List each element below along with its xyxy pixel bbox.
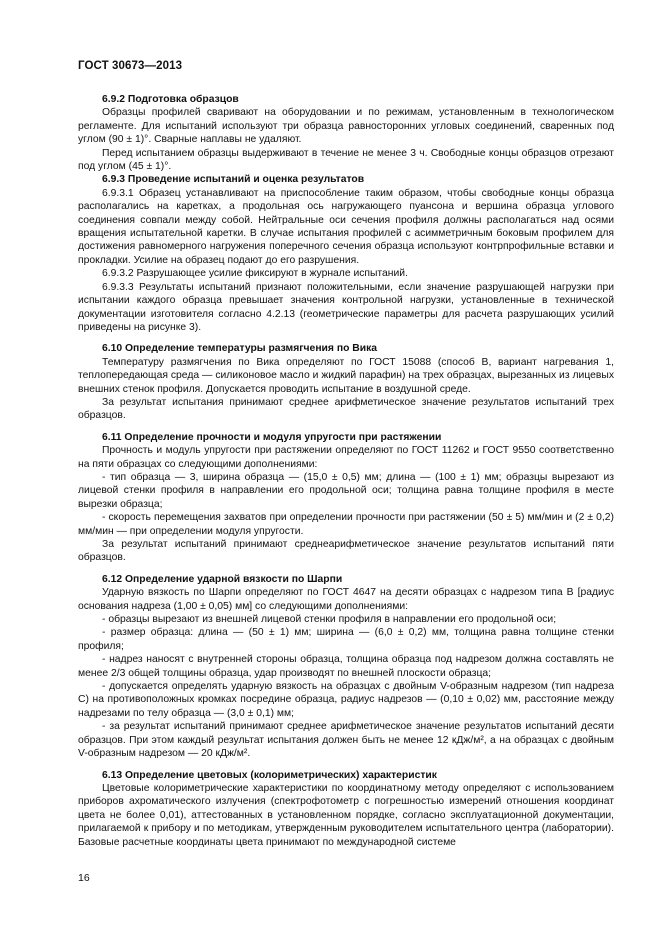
paragraph: - скорость перемещения захватов при определении прочности при растяжении (50 ± 5) мм/мин и (2 ± 0,2) мм/мин — при определении модуля упругости.: [78, 512, 614, 537]
paragraph: Перед испытанием образцы выдерживают в течение не менее 3 ч. Свободные концы образцов отрезают под углом (45 ± 1)°.: [78, 147, 614, 173]
paragraph: 6.9.3.1 Образец устанавливают на приспособление таким образом, чтобы свободные концы образца располагались на каретках, а продольная ось нагружающего пуансона и вершина образца углового соединения совпали между собой. Нейтральные оси сечения профиля должны располагаться над осями вращения испытательной каретки. В случае испытания профилей с асимметричным боковым профилем для достижения равномерного нагружения поперечного сечения образца используют контрпрофильные вставки и прокладки. Усилие на образец подают до его разрушения.: [78, 187, 614, 266]
paragraph: - за результат испытаний принимают среднее арифметическое значение результатов испытаний десяти образцов. При этом каждый результат испытания должен быть не менее 12 кДж/м², а на образцах с двойным V-образным надрезом — 20 кДж/м².: [78, 721, 614, 760]
section-heading: 6.9.3 Проведение испытаний и оценка результатов: [102, 174, 365, 186]
section-heading: 6.13 Определение цветовых (колориметрических) характеристик: [102, 769, 437, 781]
paragraph: Температуру размягчения по Вика определяют по ГОСТ 15088 (способ В, вариант нагревания 1, теплопередающая среда — силиконовое масло и жидкий парафин) на трех образцах, вырезанных из лицевых внешних стенок профиля. Допускается проводить испытание в воздушной среде.: [78, 356, 614, 395]
section-heading: 6.10 Определение температуры размягчения по Вика: [102, 343, 378, 355]
paragraph: За результат испытаний принимают среднеарифметическое значение результатов испытаний пяти образцов.: [78, 539, 614, 564]
document-body: [78, 93, 614, 849]
section-heading: 6.11 Определение прочности и модуля упругости при растяжении: [102, 431, 442, 443]
paragraph: За результат испытания принимают среднее арифметическое значение результатов испытаний трех образцов.: [78, 396, 614, 422]
paragraph: - размер образца: длина — (50 ± 1) мм; ширина — (6,0 ± 0,2) мм, толщина равна толщине стенки профиля;: [78, 627, 614, 652]
paragraph: - надрез наносят с внутренней стороны образца, толщина образца под надрезом должна составлять не менее 2/3 общей толщины образца, удар производят по внешней плоскости образца;: [78, 654, 614, 679]
paragraph: - допускается определять ударную вязкость на образцах с двойным V-образным надрезом (тип надреза С) на противоположных кромках посредине образца, радиус надрезов — (0,10 ± 0,02) мм, расстояние между надрезами по телу образца — (3,0 ± 0,1) мм;: [78, 681, 614, 719]
paragraph: Прочность и модуль упругости при растяжении определяют по ГОСТ 11262 и ГОСТ 9550 соответственно на пяти образцах со следующими дополнениями:: [78, 445, 614, 470]
section-heading: 6.12 Определение ударной вязкости по Шарпи: [102, 573, 343, 585]
paragraph: Цветовые колориметрические характеристики по координатному методу определяют с использованием приборов ахроматического излучения (спектрофотометр с погрешностью измерений отношения координат цвета не более 0,01), аттестованных в установленном порядке, согласно эксплуатационной документации, прилагаемой к прибору и по методикам, утвержденным руководителем испытательного центра (лаборатории). Базовые расчетные координаты цвета принимают по международной системе: [78, 782, 614, 848]
paragraph: 6.9.3.3 Результаты испытаний признают положительными, если значение разрушающей нагрузки при испытании каждого образца превышает значения контрольной нагрузки, установленные в технической документации изготовителя согласно 4.2.13 (геометрические параметры для расчета разрушающих усилий приведены на рисунке 3).: [78, 281, 614, 333]
paragraph: 6.9.3.2 Разрушающее усилие фиксируют в журнале испытаний.: [102, 268, 408, 280]
section-heading: 6.9.2 Подготовка образцов: [102, 94, 239, 105]
paragraph: - образцы вырезают из внешней лицевой стенки профиля в направлении его продольной оси;: [102, 614, 557, 626]
standard-header: ГОСТ 30673—2013: [78, 60, 183, 72]
page-number: 16: [78, 872, 90, 884]
paragraph: Ударную вязкость по Шарпи определяют по ГОСТ 4647 на десяти образцах с надрезом типа В [радиус основания надреза (1,00 ± 0,05) мм] со следующими дополнениями:: [78, 587, 614, 612]
paragraph: Образцы профилей сваривают на оборудовании и по режимам, установленным в технологическом регламенте. Для испытаний используют три образца равносторонних угловых соединений, сваренных под углом (90 ± 1)°. Сварные наплавы не удаляют.: [78, 107, 614, 146]
paragraph: - тип образца — 3, ширина образца — (15,0 ± 0,5) мм; длина — (100 ± 1) мм; образцы вырезают из лицевой стенки профиля в направлении его продольной оси; толщина равна толщине профиля в месте вырезки образца;: [78, 471, 614, 510]
